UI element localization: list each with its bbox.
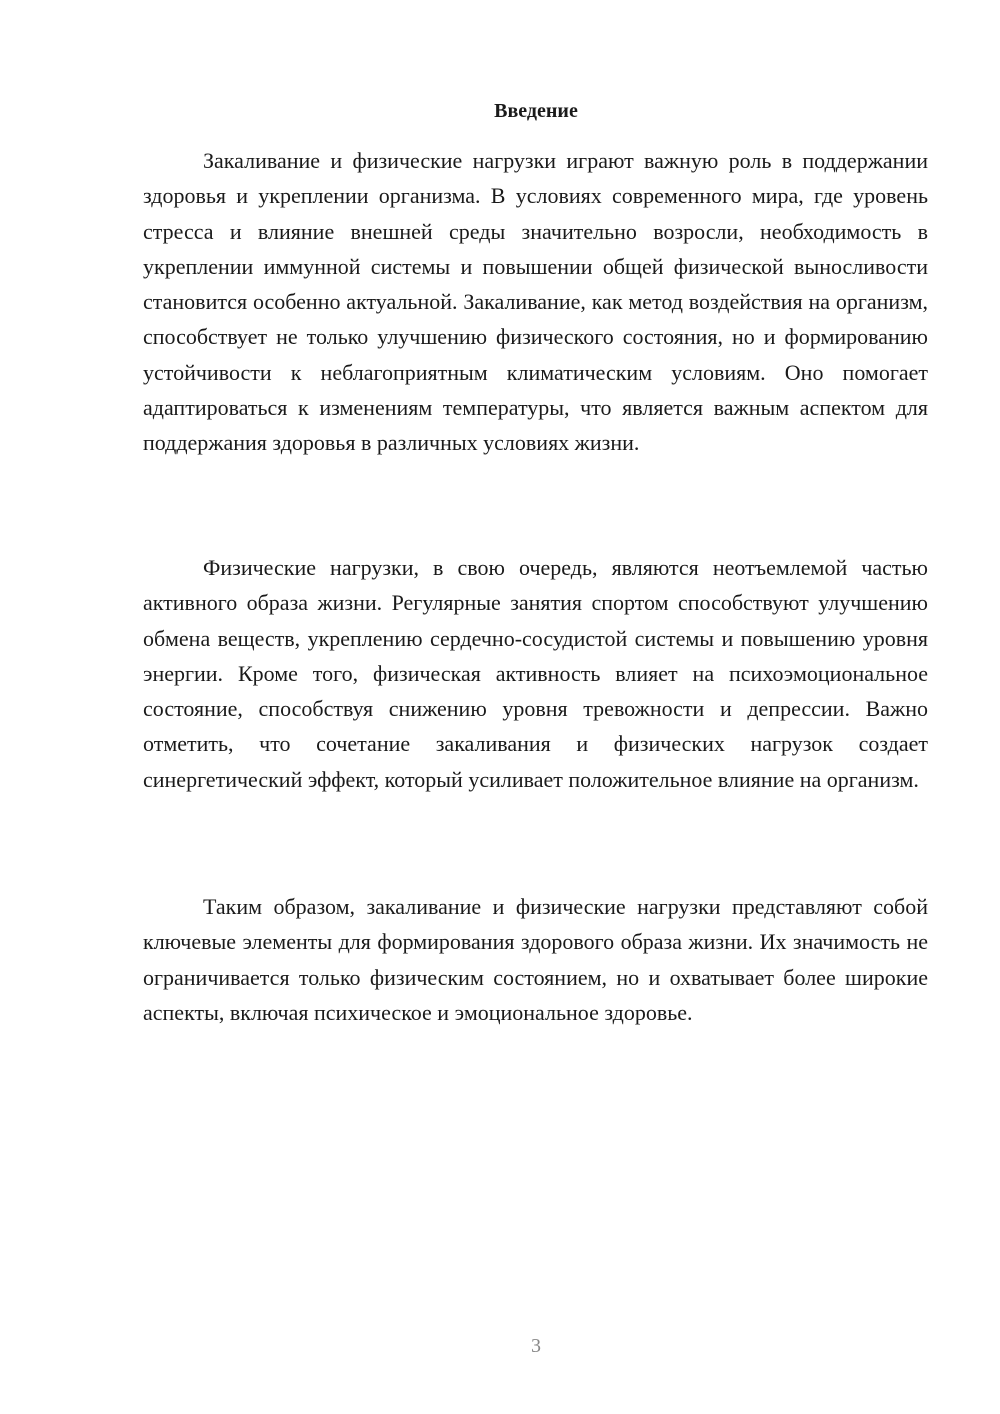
paragraph-conclusion: Таким образом, закаливание и физические нагрузки представляют собой ключевые элементы для формирования здорового образа жизни. Их значимость не ограничивается только физическим состоянием, но и охватывает более широкие аспекты, включая психическое и эмоциональное здоровье. bbox=[143, 894, 928, 1025]
page-title: Введение bbox=[494, 100, 578, 122]
paragraph-physical-activity: Физические нагрузки, в свою очередь, являются неотъемлемой частью активного образа жизни. Регулярные занятия спортом способствуют улучшению обмена веществ, укреплению сердечно-сосудистой системы и повышению уровня энергии. Кроме того, физическая активность влияет на психоэмоциональное состояние, способствуя снижению уровня тревожности и депрессии. Важно отметить, что сочетание закаливания и физических нагрузок создает синергетический эффект, который усиливает положительное влияние на организм. bbox=[143, 555, 928, 792]
paragraph-intro: Закаливание и физические нагрузки играют важную роль в поддержании здоровья и укреплении организма. В условиях современного мира, где уровень стресса и влияние внешней среды значительно возросли, необходимость в укреплении иммунной системы и повышении общей физической выносливости становится особенно актуальной. Закаливание, как метод воздействия на организм, способствует не только улучшению физического состояния, но и формированию устойчивости к неблагоприятным климатическим условиям. Оно помогает адаптироваться к изменениям температуры, что является важным аспектом для поддержания здоровья в различных условиях жизни. bbox=[143, 148, 928, 456]
page-number: 3 bbox=[531, 1335, 541, 1357]
